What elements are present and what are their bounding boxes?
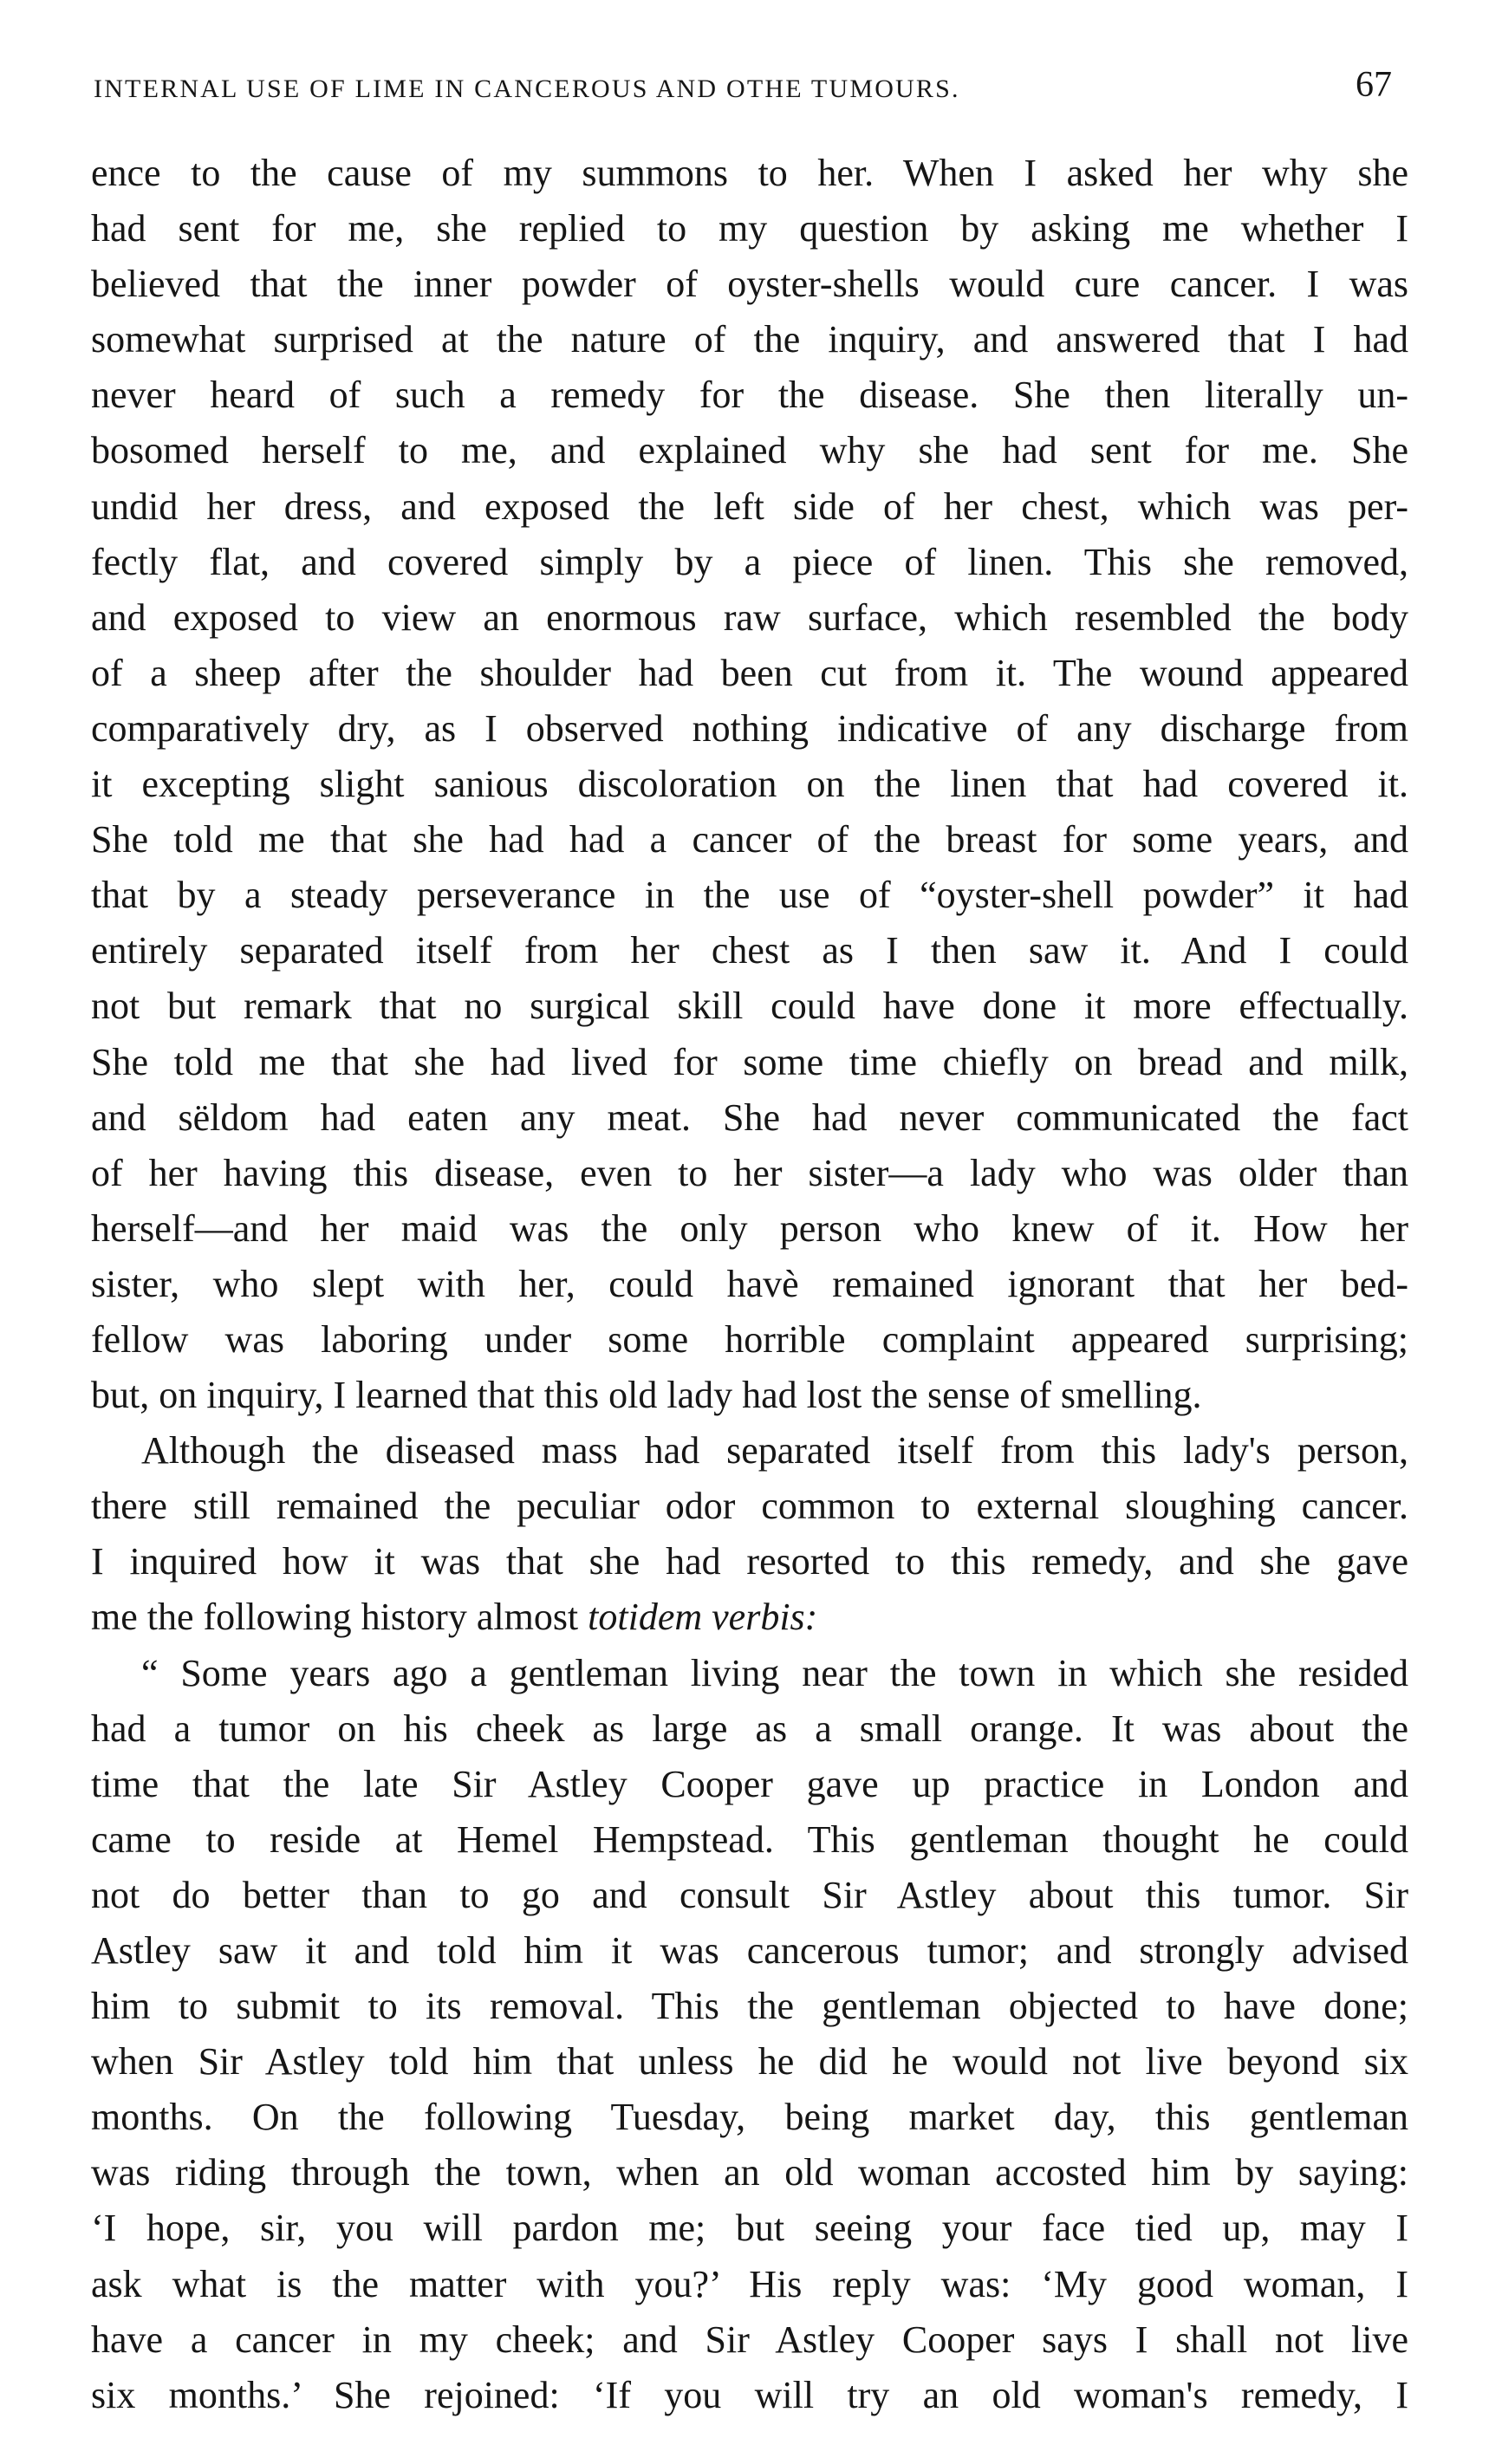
text-line — [91, 701, 1408, 757]
line-text: time that the late Sir Astley Cooper gave up practice in London and — [91, 1762, 1408, 1805]
line-text: She told me that she had lived for some time chiefly on bread and milk, — [91, 1040, 1408, 1083]
line-text: somewhat surprised at the nature of the inquiry, and answered that I had — [91, 318, 1408, 361]
text-line — [91, 1646, 1408, 1701]
page-number: 67 — [1356, 65, 1392, 105]
text-line — [91, 2145, 1408, 2201]
line-text: that by a steady perseverance in the use of “oyster-shell powder” it had — [91, 874, 1408, 917]
line-text: sister, who slept with her, could havè remained ignorant that her bed- — [91, 1262, 1408, 1305]
text-line — [91, 2201, 1408, 2256]
text-line — [91, 1979, 1408, 2034]
text-line — [91, 1590, 1408, 1645]
text-line — [91, 2312, 1408, 2368]
line-text: “ Some years ago a gentleman living near the town in which she resided — [141, 1651, 1408, 1694]
text-line — [91, 2368, 1408, 2423]
line-text: ask what is the matter with you?’ His reply was: ‘My good woman, I — [91, 2262, 1408, 2305]
line-text: when Sir Astley told him that unless he did he would not live beyond six — [91, 2040, 1408, 2084]
text-line — [91, 590, 1408, 646]
line-text: it excepting slight sanious discoloration on the linen that had covered it. — [91, 763, 1408, 806]
text-line — [91, 367, 1408, 423]
line-text: fectly flat, and covered simply by a piece of linen. This she removed, — [91, 540, 1408, 583]
text-line — [91, 923, 1408, 978]
line-text: not but remark that no surgical skill could have done it more effectually. — [91, 985, 1408, 1028]
line-text: months. On the following Tuesday, being market day, this gentleman — [91, 2096, 1408, 2139]
text-line — [91, 2034, 1408, 2090]
line-text: ‘I hope, sir, you will pardon me; but seeing your face tied up, may I — [91, 2207, 1408, 2250]
line-text: bosomed herself to me, and explained why she had sent for me. She — [91, 429, 1408, 472]
line-text-italic: totidem verbis: — [588, 1596, 818, 1639]
line-text: entirely separated itself from her chest as I then saw it. And I could — [91, 929, 1408, 972]
text-line — [91, 1701, 1408, 1757]
line-text: of a sheep after the shoulder had been cut from it. The wound appeared — [91, 651, 1408, 694]
line-text: never heard of such a remedy for the disease. She then literally un- — [91, 374, 1408, 417]
line-text: herself—and her maid was the only person who knew of it. How her — [91, 1206, 1408, 1250]
text-line — [91, 1201, 1408, 1257]
text-line — [91, 1368, 1408, 1423]
line-text: believed that the inner powder of oyster-shells would cure cancer. I was — [91, 263, 1408, 306]
text-line — [91, 1534, 1408, 1590]
line-text: me the following history almost — [91, 1596, 579, 1639]
line-text: fellow was laboring under some horrible complaint appeared surprising; — [91, 1317, 1408, 1361]
running-head — [94, 62, 1392, 114]
text-line — [91, 1257, 1408, 1312]
text-line — [91, 757, 1408, 812]
text-line — [91, 868, 1408, 923]
line-text: undid her dress, and exposed the left side of her chest, which was per- — [91, 484, 1408, 528]
line-text: came to reside at Hemel Hempstead. This gentleman thought he could — [91, 1817, 1408, 1861]
line-text: of her having this disease, even to her sister—a lady who was older than — [91, 1151, 1408, 1194]
line-text: was riding through the town, when an old woman accosted him by saying: — [91, 2151, 1408, 2194]
line-text: there still remained the peculiar odor common to external sloughing cancer. — [91, 1485, 1408, 1528]
line-text: six months.’ She rejoined: ‘If you will try an old woman's remedy, I — [91, 2373, 1408, 2416]
text-line — [91, 646, 1408, 701]
line-text: Astley saw it and told him it was cancerous tumor; and strongly advised — [91, 1929, 1408, 1972]
text-line — [91, 146, 1408, 201]
line-text: had a tumor on his cheek as large as a small orange. It was about the — [91, 1707, 1408, 1750]
text-line — [91, 1146, 1408, 1201]
text-line — [91, 812, 1408, 868]
line-text: him to submit to its removal. This the gentleman objected to have done; — [91, 1985, 1408, 2028]
body-text — [91, 146, 1408, 2423]
text-line — [91, 1423, 1408, 1479]
line-text: and sëldom had eaten any meat. She had never communicated the fact — [91, 1095, 1408, 1139]
line-text: have a cancer in my cheek; and Sir Astley Cooper says I shall not live — [91, 2318, 1408, 2361]
text-line — [91, 1479, 1408, 1534]
text-line — [91, 1868, 1408, 1923]
text-line — [91, 201, 1408, 257]
text-line — [91, 1923, 1408, 1979]
text-line — [91, 1757, 1408, 1812]
line-text: Although the diseased mass had separated itself from this lady's person, — [141, 1429, 1408, 1473]
line-text: ence to the cause of my summons to her. When I asked her why she — [91, 152, 1408, 194]
text-line — [91, 423, 1408, 478]
text-line — [91, 312, 1408, 367]
text-line — [91, 535, 1408, 590]
line-text: not do better than to go and consult Sir Astley about this tumor. Sir — [91, 1873, 1408, 1916]
text-line — [91, 978, 1408, 1034]
line-text: I inquired how it was that she had resorted to this remedy, and she gave — [91, 1540, 1408, 1583]
text-line — [91, 1312, 1408, 1368]
line-text: She told me that she had had a cancer of the breast for some years, and — [91, 818, 1408, 861]
text-line — [91, 1090, 1408, 1146]
text-line — [91, 2257, 1408, 2312]
text-line — [91, 1035, 1408, 1090]
line-text: comparatively dry, as I observed nothing indicative of any discharge from — [91, 706, 1408, 750]
line-text: had sent for me, she replied to my question by asking me whether I — [91, 207, 1408, 250]
running-title: INTERNAL USE OF LIME IN CANCEROUS AND OTHE TUMOURS. — [94, 75, 960, 103]
text-line — [91, 1812, 1408, 1868]
text-line — [91, 479, 1408, 535]
text-line — [91, 2090, 1408, 2145]
text-line — [91, 257, 1408, 312]
line-text: and exposed to view an enormous raw surface, which resembled the body — [91, 595, 1408, 639]
line-text: but, on inquiry, I learned that this old lady had lost the sense of smelling. — [91, 1374, 1202, 1417]
